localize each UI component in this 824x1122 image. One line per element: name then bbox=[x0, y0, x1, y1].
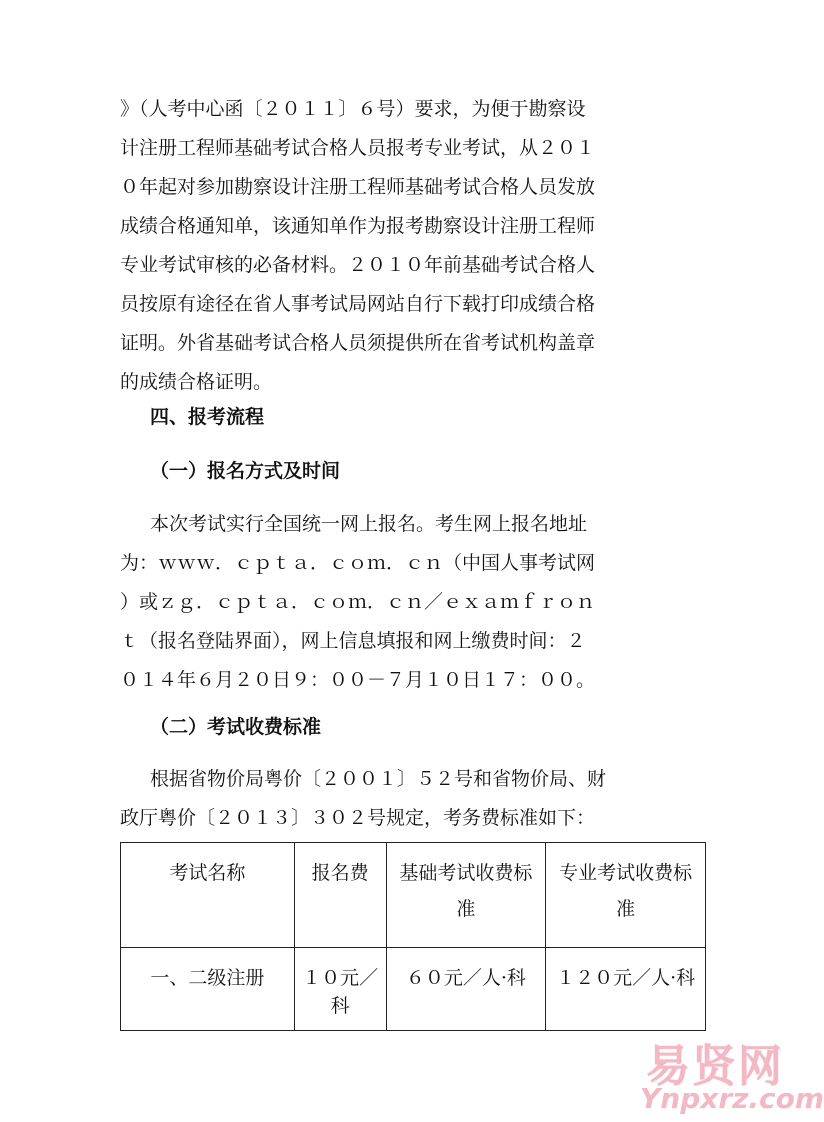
text-line: 证明。外省基础考试合格人员须提供所在省考试机构盖章 bbox=[120, 332, 596, 354]
watermark-en-text: Ynpxrz.com bbox=[640, 1082, 824, 1115]
text-line: ０１４年６月２０日９：００－７月１０日１７：００。 bbox=[120, 669, 596, 691]
cell-exam-name: 一、二级注册 bbox=[121, 948, 295, 1031]
text-line: 政厅粤价〔２０１３〕３０２号规定，考务费标准如下： bbox=[120, 807, 596, 829]
text-line: 成绩合格通知单，该通知单作为报考勘察设计注册工程师 bbox=[120, 215, 596, 237]
text-line: ｔ（报名登陆界面），网上信息填报和网上缴费时间：２ bbox=[120, 630, 586, 652]
header-professional-exam-fee: 专业考试收费标准 bbox=[546, 843, 706, 948]
fee-table-header-row bbox=[121, 843, 706, 948]
text-line: 的成绩合格证明。 bbox=[120, 371, 273, 393]
watermark-cn-text: 易贤网 bbox=[646, 1041, 784, 1092]
cell-professional-exam-fee: １２０元／人·科 bbox=[546, 948, 706, 1031]
text-line: 员按原有途径在省人事考试局网站自行下载打印成绩合格 bbox=[120, 293, 596, 315]
text-line: 专业考试审核的必备材料。２０１０年前基础考试合格人 bbox=[120, 254, 596, 276]
cell-registration-fee: １０元／科 bbox=[294, 948, 386, 1031]
cell-basic-exam-fee: ６０元／人·科 bbox=[386, 948, 546, 1031]
subsection-heading-registration: （一）报名方式及时间 bbox=[150, 460, 341, 482]
text-line: 本次考试实行全国统一网上报名。考生网上报名地址 bbox=[150, 513, 588, 535]
text-line: ）或ｚｇ．ｃｐｔａ．ｃｏｍ．ｃｎ／ｅｘａｍｆｒｏｎ bbox=[120, 591, 596, 613]
text-line: ０年起对参加勘察设计注册工程师基础考试合格人员发放 bbox=[120, 176, 596, 198]
fee-table bbox=[120, 842, 706, 1031]
watermark-logo bbox=[640, 1030, 824, 1118]
header-registration-fee: 报名费 bbox=[294, 843, 386, 948]
section-heading-process: 四、报考流程 bbox=[150, 406, 265, 428]
text-line: 根据省物价局粤价〔２００１〕５２号和省物价局、财 bbox=[150, 768, 607, 790]
table-row bbox=[121, 948, 706, 1031]
subsection-heading-fees: （二）考试收费标准 bbox=[150, 716, 322, 738]
header-exam-name: 考试名称 bbox=[121, 843, 295, 948]
header-basic-exam-fee: 基础考试收费标准 bbox=[386, 843, 546, 948]
text-line: 》（人考中心函〔２０１１〕６号）要求，为便于勘察设 bbox=[120, 98, 586, 120]
text-line: 为：ｗｗｗ．ｃｐｔａ．ｃｏｍ．ｃｎ（中国人事考试网 bbox=[120, 552, 596, 574]
text-line: 计注册工程师基础考试合格人员报考专业考试，从２０１ bbox=[120, 137, 596, 159]
